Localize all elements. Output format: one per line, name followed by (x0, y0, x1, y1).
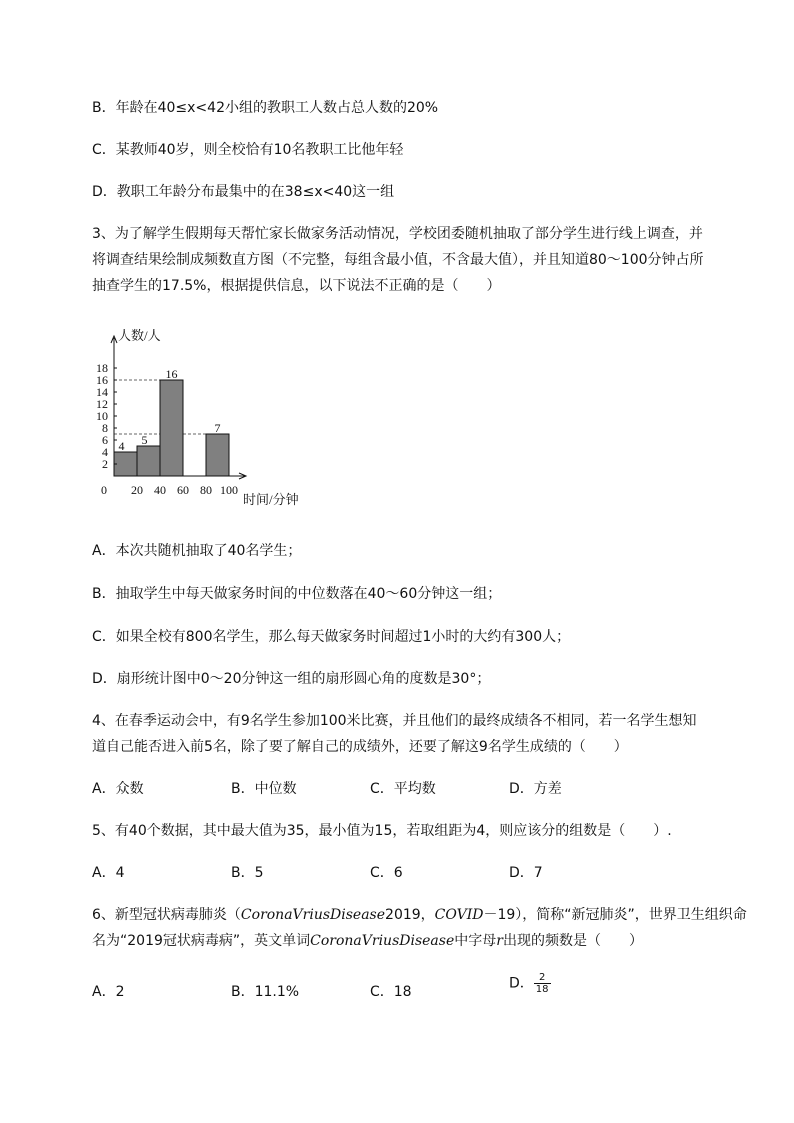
q4-stem-line-1: 4、在春季运动会中，有9名学生参加100米比赛，并且他们的最终成绩各不相同，若一名学生想知 (92, 713, 697, 729)
q2-option-c: C．某教师40岁，则全校恰有10名教职工比他年轻 (92, 142, 404, 158)
q4-option-d: D．方差 (509, 781, 562, 797)
q6-option-b: B．11.1% (231, 984, 300, 1000)
q6-italic-term: CoronaVriusDisease (310, 933, 455, 949)
q3-stem-line-2: 将调查结果绘制成频数直方图（不完整，每组含最小值，不含最大值），并且知道80～100分钟占所 (92, 252, 704, 268)
q6-option-d (509, 972, 551, 995)
q6-option-d-prefix: D． (509, 975, 534, 992)
q6-text: 名为“2019冠状病毒病”，英文单词 (92, 933, 311, 949)
q6-text: 2019， (385, 907, 435, 923)
q5-option-a: A．4 (92, 865, 125, 881)
q3-option-c: C．如果全校有800名学生，那么每天做家务时间超过1小时的大约有300人； (92, 629, 571, 645)
fraction-denominator: 18 (535, 984, 549, 995)
q6-stem-line-2 (92, 931, 643, 951)
q2-option-d: D．教职工年龄分布最集中的在38≤x<40这一组 (92, 184, 395, 200)
q5-option-d: D．7 (509, 865, 543, 881)
q6-option-c: C．18 (370, 984, 412, 1000)
bar-value-label: 4 (118, 439, 125, 453)
fraction (534, 972, 551, 995)
y-tick-label: 4 (102, 445, 108, 459)
bar-value-label: 7 (214, 421, 221, 435)
q3-stem-line-1: 3、为了解学生假期每天帮忙家长做家务活动情况，学校团委随机抽取了部分学生进行线上调查，并 (92, 226, 703, 242)
q6-italic-term: COVID (434, 907, 484, 923)
x-tick-label: 0 (101, 483, 107, 497)
y-tick-label: 2 (102, 457, 108, 471)
histogram-bar (206, 434, 229, 476)
q6-text: －19），简称“新冠肺炎”，世界卫生组织命 (483, 907, 747, 923)
x-axis-label: 时间/分钟 (243, 492, 299, 507)
q4-stem-line-2: 道自己能否进入前5名，除了要了解自己的成绩外，还要了解这9名学生成绩的（ ） (92, 739, 628, 755)
histogram-bar (137, 446, 160, 476)
q4-option-b: B．中位数 (231, 781, 297, 797)
y-tick-label: 12 (96, 397, 108, 411)
bar-value-label: 5 (141, 433, 148, 447)
histogram-bar (114, 452, 137, 476)
q6-option-a: A．2 (92, 984, 125, 1000)
y-tick-label: 18 (96, 361, 108, 375)
histogram-chart (88, 326, 318, 516)
q3-stem-line-3: 抽查学生的17.5%，根据提供信息，以下说法不正确的是（ ） (92, 278, 501, 294)
q3-option-a: A．本次共随机抽取了40名学生； (92, 543, 302, 559)
q6-text: 出现的频数是（ ） (502, 933, 643, 949)
x-tick-label: 100 (220, 483, 238, 497)
y-tick-label: 14 (96, 385, 108, 399)
q4-option-c: C．平均数 (370, 781, 436, 797)
q5-stem: 5、有40个数据，其中最大值为35，最小值为15，若取组距为4，则应该分的组数是（ ）. (92, 823, 672, 839)
q3-option-d: D．扇形统计图中0～20分钟这一组的扇形圆心角的度数是30°； (92, 671, 491, 687)
q6-text: 6、新型冠状病毒肺炎（ (92, 907, 241, 923)
q2-option-b: B．年龄在40≤x<42小组的教职工人数占总人数的20% (92, 100, 439, 116)
y-axis-label: 人数/人 (118, 328, 161, 343)
q6-text: 中字母 (454, 933, 497, 949)
y-tick-label: 6 (102, 433, 108, 447)
y-tick-label: 8 (102, 421, 108, 435)
q6-italic-term: CoronaVriusDisease (240, 907, 386, 923)
q6-stem-line-1 (92, 905, 747, 925)
q6-italic-letter: r (496, 933, 503, 949)
x-tick-label: 40 (154, 483, 166, 497)
x-tick-label: 20 (131, 483, 143, 497)
y-tick-label: 10 (96, 409, 108, 423)
bar-value-label: 16 (165, 367, 178, 381)
q3-option-b: B．抽取学生中每天做家务时间的中位数落在40～60分钟这一组； (92, 586, 502, 602)
y-tick-label: 16 (96, 373, 108, 387)
x-tick-label: 80 (200, 483, 212, 497)
q5-option-b: B．5 (231, 865, 264, 881)
q4-option-a: A．众数 (92, 781, 144, 797)
q5-option-c: C．6 (370, 865, 403, 881)
histogram-bar (160, 380, 183, 476)
x-tick-label: 60 (177, 483, 189, 497)
fraction-numerator: 2 (534, 972, 551, 984)
